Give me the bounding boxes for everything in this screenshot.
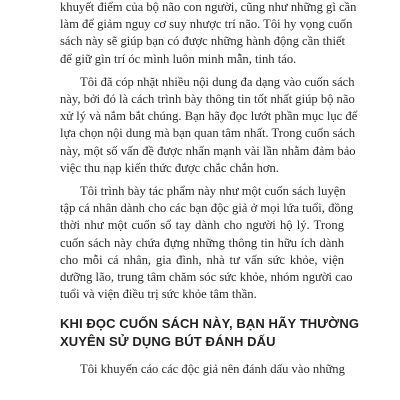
paragraph-3-line-3: thời như một cuốn sổ tay dành cho người hộ lý. Trong	[60, 218, 344, 233]
section-heading-line-1: KHI ĐỌC CUỐN SÁCH NÀY, BẠN HÃY THƯỜNG	[60, 316, 360, 332]
paragraph-3-line-7: tuổi và viện điều trị sức khỏe tâm thần.	[60, 287, 257, 302]
paragraph-4-line-1: Tôi khuyến cáo các độc giả nên đánh dấu vào những	[80, 362, 345, 377]
paragraph-2-line-4: lựa chọn nội dung mà bạn quan tâm nhất. Trong cuốn sách	[60, 126, 356, 141]
paragraph-3-line-2: tập cá nhân dành cho các bạn độc giả ở mọi lứa tuổi, đồng	[60, 201, 354, 216]
paragraph-1-line-4: để giữ gìn trí óc mình luôn minh mẫn, tinh táo.	[60, 51, 297, 66]
paragraph-1-line-1: khuyết điểm của bộ não con người, cũng như những gì cần	[60, 0, 357, 14]
paragraph-2-line-2: này, bởi đó là cách trình bày thông tin tốt nhất giúp bộ não	[60, 92, 355, 106]
paragraph-3-line-4: cuốn sách này chứa đựng những thông tin hữu ích dành	[60, 235, 344, 250]
paragraph-2-line-5: này, một số vấn đề được nhấn mạnh vài lần nhằm đảm bảo	[60, 143, 356, 158]
paragraph-2-line-1: Tôi đã cóp nhặt nhiều nội dung đa dạng vào cuốn sách	[80, 74, 355, 89]
paragraph-2-line-3: xử lý và nắm bắt chúng. Bạn hãy đọc lướt phần mục lục để	[60, 109, 358, 124]
paragraph-3-line-1: Tôi trình bày tác phẩm này như một cuốn sách luyện	[80, 184, 346, 198]
paragraph-1-line-3: sách này sẽ giúp bạn có được những hành động cần thiết	[60, 34, 346, 49]
paragraph-2-line-6: việc thu nạp kiến thức được chắc chắn hơn.	[60, 160, 279, 175]
paragraph-1-line-2: làm để giảm nguy cơ suy nhược trí não. Tôi hy vọng cuốn	[60, 17, 353, 32]
paragraph-3-line-6: dưỡng lão, trung tâm chăm sóc sức khỏe, nhóm người cao	[60, 270, 353, 284]
section-heading-line-2: XUYÊN SỬ DỤNG BÚT ĐÁNH DẤU	[60, 334, 276, 350]
paragraph-3-line-5: cho mỗi cá nhân, gia đình, nhà tư vấn sức khỏe, viện	[60, 252, 344, 267]
